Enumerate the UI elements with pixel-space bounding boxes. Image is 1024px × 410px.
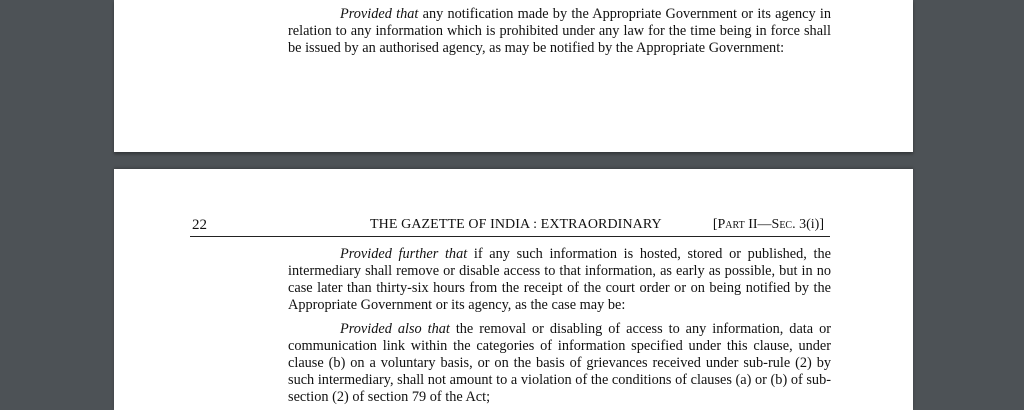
proviso-paragraph <box>288 6 831 57</box>
proviso-text: any notification made by the Appropriate Government or its agency in relation to any information which is prohibited under any law for the time being in force shall be issued by an authorised agency, as may be notified by the Appropriate Government: <box>288 6 831 56</box>
proviso-further-text: if any such information is hosted, stored or published, the intermediary shall remove or disable access to that information, as early as possible, but in no case later than thirty-six hours from the receipt of the court order or on being notified by the Appropriate Government or its agency, as the case may be: <box>288 246 832 313</box>
proviso-also-text: the removal or disabling of access to any information, data or communication link within the categories of information specified under this clause, under clause (b) on a voluntary basis, or on the basis of grievances received under sub-rule (2) by such intermediary, shall not amount to a violation of the conditions of clauses (a) or (b) of sub-section (2) of section 79 of the Act; <box>288 321 831 405</box>
proviso-lead: Provided that <box>340 6 419 22</box>
part-section-label: [Part II—Sec. 3(i)] <box>712 217 824 232</box>
proviso-further-lead: Provided further that <box>340 246 468 262</box>
page-header <box>190 216 830 237</box>
proviso-also-lead: Provided also that <box>340 321 450 337</box>
page-number: 22 <box>192 217 207 233</box>
proviso-also-paragraph <box>288 321 831 406</box>
document-page-2 <box>114 169 913 410</box>
document-page-1 <box>114 0 913 152</box>
gazette-title: THE GAZETTE OF INDIA : EXTRAORDINARY <box>370 217 662 232</box>
proviso-further-paragraph <box>288 246 831 314</box>
